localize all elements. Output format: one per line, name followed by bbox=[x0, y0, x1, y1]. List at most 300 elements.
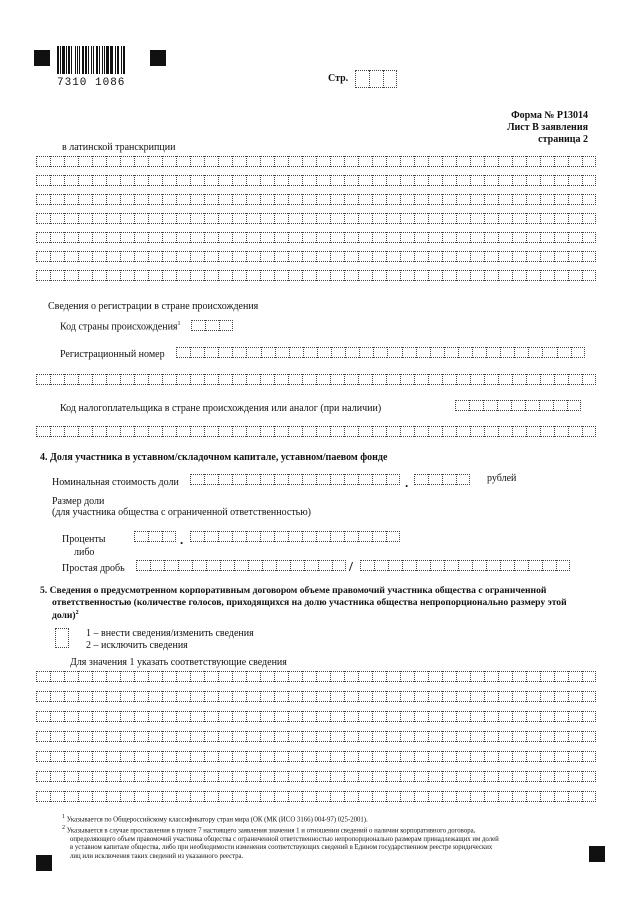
input-cell[interactable] bbox=[553, 400, 567, 411]
input-cell[interactable] bbox=[498, 711, 512, 722]
input-cell[interactable] bbox=[219, 320, 233, 331]
input-cell[interactable] bbox=[274, 270, 288, 281]
input-cell[interactable] bbox=[162, 791, 176, 802]
input-cell[interactable] bbox=[554, 374, 568, 385]
input-cell[interactable] bbox=[568, 232, 582, 243]
input-cell[interactable] bbox=[540, 213, 554, 224]
input-cell[interactable] bbox=[274, 731, 288, 742]
input-cell[interactable] bbox=[428, 791, 442, 802]
corporate-row-1[interactable] bbox=[36, 671, 596, 682]
input-cell[interactable] bbox=[540, 771, 554, 782]
input-cell[interactable] bbox=[470, 426, 484, 437]
input-cell[interactable] bbox=[330, 194, 344, 205]
input-cell[interactable] bbox=[302, 711, 316, 722]
input-cell[interactable] bbox=[330, 156, 344, 167]
input-cell[interactable] bbox=[162, 251, 176, 262]
input-cell[interactable] bbox=[204, 426, 218, 437]
input-cell[interactable] bbox=[92, 374, 106, 385]
input-cell[interactable] bbox=[36, 156, 50, 167]
input-cell[interactable] bbox=[372, 711, 386, 722]
input-cell[interactable] bbox=[191, 320, 205, 331]
input-cell[interactable] bbox=[36, 374, 50, 385]
input-cell[interactable] bbox=[358, 374, 372, 385]
input-cell[interactable] bbox=[218, 251, 232, 262]
input-cell[interactable] bbox=[64, 671, 78, 682]
input-cell[interactable] bbox=[355, 70, 369, 88]
corporate-row-2[interactable] bbox=[36, 691, 596, 702]
input-cell[interactable] bbox=[162, 175, 176, 186]
input-cell[interactable] bbox=[540, 751, 554, 762]
input-cell[interactable] bbox=[78, 194, 92, 205]
input-cell[interactable] bbox=[372, 691, 386, 702]
input-cell[interactable] bbox=[498, 156, 512, 167]
input-cell[interactable] bbox=[36, 426, 50, 437]
input-cell[interactable] bbox=[400, 156, 414, 167]
input-cell[interactable] bbox=[288, 531, 302, 542]
input-cell[interactable] bbox=[386, 531, 400, 542]
input-cell[interactable] bbox=[148, 156, 162, 167]
input-cell[interactable] bbox=[204, 531, 218, 542]
input-cell[interactable] bbox=[568, 175, 582, 186]
input-cell[interactable] bbox=[176, 347, 190, 358]
input-cell[interactable] bbox=[470, 731, 484, 742]
input-cell[interactable] bbox=[344, 474, 358, 485]
input-cell[interactable] bbox=[134, 771, 148, 782]
input-cell[interactable] bbox=[134, 194, 148, 205]
input-cell[interactable] bbox=[498, 791, 512, 802]
input-cell[interactable] bbox=[442, 213, 456, 224]
input-cell[interactable] bbox=[344, 374, 358, 385]
input-cell[interactable] bbox=[358, 251, 372, 262]
input-cell[interactable] bbox=[120, 270, 134, 281]
input-cell[interactable] bbox=[484, 156, 498, 167]
input-cell[interactable] bbox=[330, 232, 344, 243]
input-cell[interactable] bbox=[64, 251, 78, 262]
input-cell[interactable] bbox=[386, 791, 400, 802]
input-cell[interactable] bbox=[204, 751, 218, 762]
input-cell[interactable] bbox=[218, 270, 232, 281]
input-cell[interactable] bbox=[92, 691, 106, 702]
input-cell[interactable] bbox=[302, 374, 316, 385]
input-cell[interactable] bbox=[218, 175, 232, 186]
input-cell[interactable] bbox=[358, 711, 372, 722]
input-cell[interactable] bbox=[134, 711, 148, 722]
input-cell[interactable] bbox=[36, 213, 50, 224]
input-cell[interactable] bbox=[442, 426, 456, 437]
input-cell[interactable] bbox=[386, 251, 400, 262]
input-cell[interactable] bbox=[582, 213, 596, 224]
input-cell[interactable] bbox=[442, 711, 456, 722]
input-cell[interactable] bbox=[204, 232, 218, 243]
input-cell[interactable] bbox=[190, 270, 204, 281]
input-cell[interactable] bbox=[134, 691, 148, 702]
input-cell[interactable] bbox=[106, 175, 120, 186]
input-cell[interactable] bbox=[36, 671, 50, 682]
input-cell[interactable] bbox=[218, 194, 232, 205]
input-cell[interactable] bbox=[582, 426, 596, 437]
input-cell[interactable] bbox=[64, 270, 78, 281]
input-cell[interactable] bbox=[92, 426, 106, 437]
input-cell[interactable] bbox=[568, 270, 582, 281]
input-cell[interactable] bbox=[540, 194, 554, 205]
input-cell[interactable] bbox=[176, 251, 190, 262]
input-cell[interactable] bbox=[317, 347, 331, 358]
input-cell[interactable] bbox=[260, 270, 274, 281]
input-cell[interactable] bbox=[288, 771, 302, 782]
input-cell[interactable] bbox=[428, 251, 442, 262]
input-cell[interactable] bbox=[206, 560, 220, 571]
option-cell[interactable] bbox=[55, 628, 69, 648]
input-cell[interactable] bbox=[120, 175, 134, 186]
input-cell[interactable] bbox=[134, 232, 148, 243]
input-cell[interactable] bbox=[442, 691, 456, 702]
input-cell[interactable] bbox=[218, 731, 232, 742]
input-cell[interactable] bbox=[500, 560, 514, 571]
input-cell[interactable] bbox=[526, 374, 540, 385]
input-cell[interactable] bbox=[386, 270, 400, 281]
input-cell[interactable] bbox=[218, 771, 232, 782]
input-cell[interactable] bbox=[400, 213, 414, 224]
input-cell[interactable] bbox=[232, 270, 246, 281]
input-cell[interactable] bbox=[106, 374, 120, 385]
input-cell[interactable] bbox=[50, 711, 64, 722]
input-cell[interactable] bbox=[218, 791, 232, 802]
input-cell[interactable] bbox=[36, 711, 50, 722]
input-cell[interactable] bbox=[386, 771, 400, 782]
input-cell[interactable] bbox=[190, 791, 204, 802]
input-cell[interactable] bbox=[120, 731, 134, 742]
input-cell[interactable] bbox=[526, 691, 540, 702]
input-cell[interactable] bbox=[358, 270, 372, 281]
input-cell[interactable] bbox=[218, 426, 232, 437]
input-cell[interactable] bbox=[512, 791, 526, 802]
input-cell[interactable] bbox=[316, 671, 330, 682]
input-cell[interactable] bbox=[148, 251, 162, 262]
input-cell[interactable] bbox=[568, 711, 582, 722]
input-cell[interactable] bbox=[414, 232, 428, 243]
input-cell[interactable] bbox=[92, 175, 106, 186]
input-cell[interactable] bbox=[526, 194, 540, 205]
input-cell[interactable] bbox=[539, 400, 553, 411]
taxpayer-cells[interactable] bbox=[455, 400, 581, 411]
input-cell[interactable] bbox=[288, 474, 302, 485]
input-cell[interactable] bbox=[498, 213, 512, 224]
latin-row-3[interactable] bbox=[36, 194, 596, 205]
input-cell[interactable] bbox=[288, 671, 302, 682]
input-cell[interactable] bbox=[190, 213, 204, 224]
input-cell[interactable] bbox=[78, 731, 92, 742]
input-cell[interactable] bbox=[190, 232, 204, 243]
input-cell[interactable] bbox=[162, 671, 176, 682]
nominal-kopecks-cells[interactable] bbox=[414, 474, 470, 485]
input-cell[interactable] bbox=[414, 270, 428, 281]
input-cell[interactable] bbox=[540, 232, 554, 243]
input-cell[interactable] bbox=[232, 156, 246, 167]
input-cell[interactable] bbox=[554, 671, 568, 682]
input-cell[interactable] bbox=[36, 194, 50, 205]
input-cell[interactable] bbox=[246, 791, 260, 802]
input-cell[interactable] bbox=[582, 711, 596, 722]
input-cell[interactable] bbox=[469, 400, 483, 411]
input-cell[interactable] bbox=[106, 711, 120, 722]
input-cell[interactable] bbox=[330, 751, 344, 762]
input-cell[interactable] bbox=[64, 691, 78, 702]
input-cell[interactable] bbox=[162, 751, 176, 762]
input-cell[interactable] bbox=[568, 771, 582, 782]
input-cell[interactable] bbox=[92, 791, 106, 802]
input-cell[interactable] bbox=[358, 232, 372, 243]
corporate-row-7[interactable] bbox=[36, 791, 596, 802]
input-cell[interactable] bbox=[442, 270, 456, 281]
input-cell[interactable] bbox=[414, 691, 428, 702]
input-cell[interactable] bbox=[190, 175, 204, 186]
fraction-numerator-cells[interactable] bbox=[136, 560, 346, 571]
input-cell[interactable] bbox=[246, 691, 260, 702]
input-cell[interactable] bbox=[190, 426, 204, 437]
input-cell[interactable] bbox=[260, 771, 274, 782]
input-cell[interactable] bbox=[344, 671, 358, 682]
input-cell[interactable] bbox=[302, 771, 316, 782]
input-cell[interactable] bbox=[528, 560, 542, 571]
input-cell[interactable] bbox=[204, 791, 218, 802]
input-cell[interactable] bbox=[372, 531, 386, 542]
input-cell[interactable] bbox=[106, 691, 120, 702]
input-cell[interactable] bbox=[204, 156, 218, 167]
input-cell[interactable] bbox=[50, 374, 64, 385]
input-cell[interactable] bbox=[428, 426, 442, 437]
input-cell[interactable] bbox=[442, 251, 456, 262]
input-cell[interactable] bbox=[50, 426, 64, 437]
input-cell[interactable] bbox=[78, 232, 92, 243]
input-cell[interactable] bbox=[316, 474, 330, 485]
input-cell[interactable] bbox=[332, 560, 346, 571]
input-cell[interactable] bbox=[554, 426, 568, 437]
input-cell[interactable] bbox=[526, 671, 540, 682]
input-cell[interactable] bbox=[232, 791, 246, 802]
input-cell[interactable] bbox=[50, 751, 64, 762]
input-cell[interactable] bbox=[78, 213, 92, 224]
input-cell[interactable] bbox=[512, 711, 526, 722]
input-cell[interactable] bbox=[316, 374, 330, 385]
taxpayer-cells-row-2[interactable] bbox=[36, 426, 596, 437]
input-cell[interactable] bbox=[400, 751, 414, 762]
input-cell[interactable] bbox=[50, 691, 64, 702]
input-cell[interactable] bbox=[372, 194, 386, 205]
input-cell[interactable] bbox=[498, 270, 512, 281]
input-cell[interactable] bbox=[484, 751, 498, 762]
input-cell[interactable] bbox=[344, 213, 358, 224]
input-cell[interactable] bbox=[302, 791, 316, 802]
input-cell[interactable] bbox=[162, 374, 176, 385]
input-cell[interactable] bbox=[428, 213, 442, 224]
input-cell[interactable] bbox=[204, 270, 218, 281]
input-cell[interactable] bbox=[274, 232, 288, 243]
input-cell[interactable] bbox=[540, 426, 554, 437]
input-cell[interactable] bbox=[442, 232, 456, 243]
input-cell[interactable] bbox=[344, 194, 358, 205]
input-cell[interactable] bbox=[428, 671, 442, 682]
input-cell[interactable] bbox=[190, 251, 204, 262]
input-cell[interactable] bbox=[260, 232, 274, 243]
input-cell[interactable] bbox=[246, 270, 260, 281]
input-cell[interactable] bbox=[400, 711, 414, 722]
percent-int-cells[interactable] bbox=[134, 531, 176, 542]
input-cell[interactable] bbox=[428, 474, 442, 485]
input-cell[interactable] bbox=[526, 426, 540, 437]
input-cell[interactable] bbox=[444, 347, 458, 358]
input-cell[interactable] bbox=[36, 731, 50, 742]
input-cell[interactable] bbox=[568, 426, 582, 437]
input-cell[interactable] bbox=[458, 347, 472, 358]
input-cell[interactable] bbox=[512, 232, 526, 243]
input-cell[interactable] bbox=[162, 711, 176, 722]
input-cell[interactable] bbox=[78, 426, 92, 437]
input-cell[interactable] bbox=[274, 156, 288, 167]
input-cell[interactable] bbox=[470, 374, 484, 385]
input-cell[interactable] bbox=[554, 731, 568, 742]
input-cell[interactable] bbox=[288, 232, 302, 243]
input-cell[interactable] bbox=[456, 175, 470, 186]
input-cell[interactable] bbox=[526, 791, 540, 802]
input-cell[interactable] bbox=[302, 232, 316, 243]
input-cell[interactable] bbox=[148, 270, 162, 281]
input-cell[interactable] bbox=[372, 374, 386, 385]
input-cell[interactable] bbox=[484, 213, 498, 224]
input-cell[interactable] bbox=[498, 232, 512, 243]
input-cell[interactable] bbox=[330, 771, 344, 782]
input-cell[interactable] bbox=[400, 731, 414, 742]
input-cell[interactable] bbox=[232, 213, 246, 224]
input-cell[interactable] bbox=[232, 771, 246, 782]
input-cell[interactable] bbox=[414, 175, 428, 186]
input-cell[interactable] bbox=[526, 156, 540, 167]
input-cell[interactable] bbox=[288, 175, 302, 186]
input-cell[interactable] bbox=[344, 232, 358, 243]
input-cell[interactable] bbox=[218, 671, 232, 682]
input-cell[interactable] bbox=[470, 156, 484, 167]
input-cell[interactable] bbox=[288, 691, 302, 702]
input-cell[interactable] bbox=[414, 426, 428, 437]
input-cell[interactable] bbox=[470, 671, 484, 682]
input-cell[interactable] bbox=[274, 791, 288, 802]
input-cell[interactable] bbox=[388, 560, 402, 571]
input-cell[interactable] bbox=[190, 751, 204, 762]
input-cell[interactable] bbox=[246, 175, 260, 186]
input-cell[interactable] bbox=[540, 671, 554, 682]
input-cell[interactable] bbox=[274, 751, 288, 762]
input-cell[interactable] bbox=[428, 175, 442, 186]
input-cell[interactable] bbox=[302, 426, 316, 437]
input-cell[interactable] bbox=[582, 251, 596, 262]
input-cell[interactable] bbox=[498, 731, 512, 742]
input-cell[interactable] bbox=[316, 771, 330, 782]
input-cell[interactable] bbox=[557, 347, 571, 358]
input-cell[interactable] bbox=[498, 771, 512, 782]
input-cell[interactable] bbox=[470, 194, 484, 205]
input-cell[interactable] bbox=[204, 691, 218, 702]
input-cell[interactable] bbox=[316, 194, 330, 205]
input-cell[interactable] bbox=[92, 251, 106, 262]
input-cell[interactable] bbox=[344, 751, 358, 762]
corporate-row-4[interactable] bbox=[36, 731, 596, 742]
input-cell[interactable] bbox=[330, 474, 344, 485]
input-cell[interactable] bbox=[330, 175, 344, 186]
input-cell[interactable] bbox=[218, 711, 232, 722]
input-cell[interactable] bbox=[176, 711, 190, 722]
input-cell[interactable] bbox=[204, 213, 218, 224]
input-cell[interactable] bbox=[442, 671, 456, 682]
input-cell[interactable] bbox=[289, 347, 303, 358]
input-cell[interactable] bbox=[470, 691, 484, 702]
input-cell[interactable] bbox=[470, 791, 484, 802]
input-cell[interactable] bbox=[316, 751, 330, 762]
input-cell[interactable] bbox=[134, 374, 148, 385]
input-cell[interactable] bbox=[78, 751, 92, 762]
input-cell[interactable] bbox=[246, 711, 260, 722]
input-cell[interactable] bbox=[134, 175, 148, 186]
input-cell[interactable] bbox=[260, 671, 274, 682]
input-cell[interactable] bbox=[330, 791, 344, 802]
input-cell[interactable] bbox=[136, 560, 150, 571]
input-cell[interactable] bbox=[64, 791, 78, 802]
input-cell[interactable] bbox=[358, 691, 372, 702]
input-cell[interactable] bbox=[204, 194, 218, 205]
input-cell[interactable] bbox=[164, 560, 178, 571]
input-cell[interactable] bbox=[554, 213, 568, 224]
input-cell[interactable] bbox=[582, 194, 596, 205]
input-cell[interactable] bbox=[442, 771, 456, 782]
input-cell[interactable] bbox=[302, 270, 316, 281]
input-cell[interactable] bbox=[78, 691, 92, 702]
input-cell[interactable] bbox=[372, 474, 386, 485]
input-cell[interactable] bbox=[525, 400, 539, 411]
input-cell[interactable] bbox=[190, 691, 204, 702]
input-cell[interactable] bbox=[190, 194, 204, 205]
input-cell[interactable] bbox=[234, 560, 248, 571]
input-cell[interactable] bbox=[190, 374, 204, 385]
input-cell[interactable] bbox=[120, 232, 134, 243]
input-cell[interactable] bbox=[246, 194, 260, 205]
input-cell[interactable] bbox=[344, 426, 358, 437]
input-cell[interactable] bbox=[262, 560, 276, 571]
input-cell[interactable] bbox=[148, 711, 162, 722]
input-cell[interactable] bbox=[288, 194, 302, 205]
input-cell[interactable] bbox=[260, 175, 274, 186]
input-cell[interactable] bbox=[456, 194, 470, 205]
input-cell[interactable] bbox=[484, 374, 498, 385]
input-cell[interactable] bbox=[190, 156, 204, 167]
input-cell[interactable] bbox=[246, 671, 260, 682]
input-cell[interactable] bbox=[568, 251, 582, 262]
input-cell[interactable] bbox=[359, 347, 373, 358]
input-cell[interactable] bbox=[358, 474, 372, 485]
input-cell[interactable] bbox=[302, 175, 316, 186]
input-cell[interactable] bbox=[274, 474, 288, 485]
input-cell[interactable] bbox=[232, 531, 246, 542]
input-cell[interactable] bbox=[498, 251, 512, 262]
input-cell[interactable] bbox=[106, 156, 120, 167]
input-cell[interactable] bbox=[456, 671, 470, 682]
input-cell[interactable] bbox=[316, 426, 330, 437]
input-cell[interactable] bbox=[455, 400, 469, 411]
input-cell[interactable] bbox=[176, 194, 190, 205]
input-cell[interactable] bbox=[302, 751, 316, 762]
input-cell[interactable] bbox=[428, 731, 442, 742]
input-cell[interactable] bbox=[176, 374, 190, 385]
input-cell[interactable] bbox=[428, 194, 442, 205]
input-cell[interactable] bbox=[92, 731, 106, 742]
input-cell[interactable] bbox=[526, 175, 540, 186]
